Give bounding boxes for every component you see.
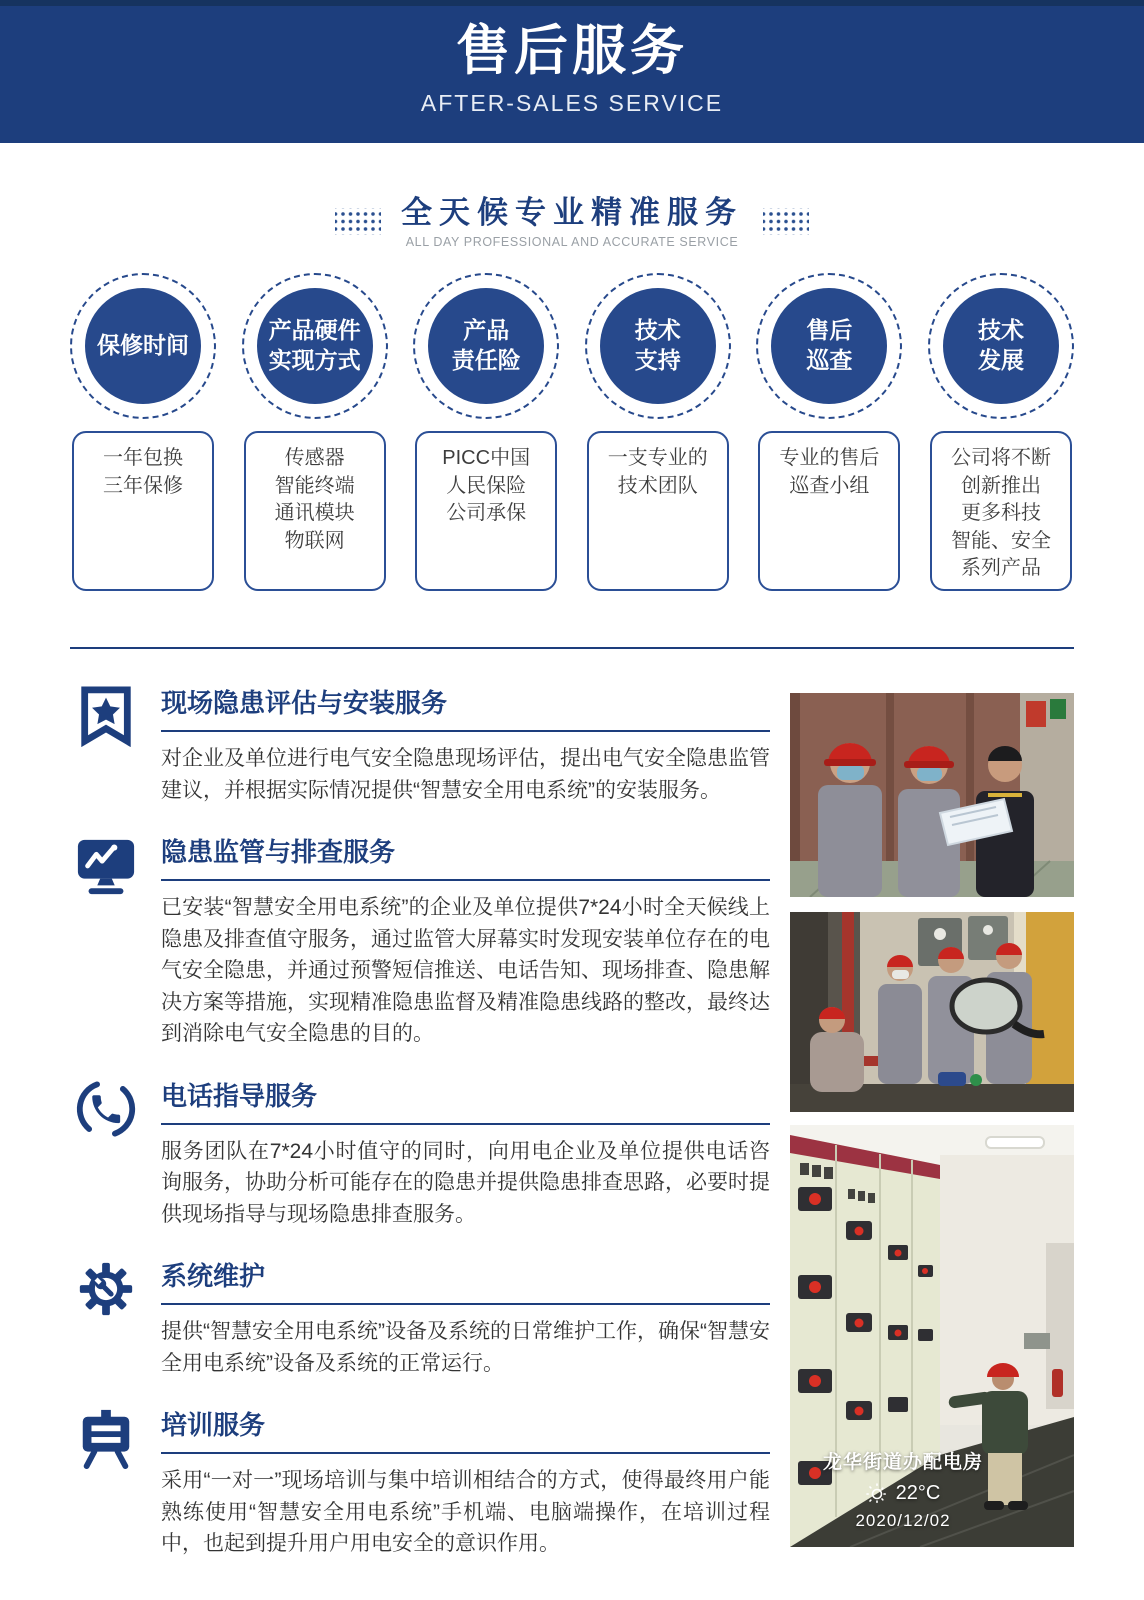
service-title: 隐患监管与排查服务 (161, 832, 770, 881)
service-training (75, 1405, 770, 1560)
dashed-circle (585, 273, 731, 419)
phone-icon (75, 1076, 137, 1231)
intro-title: 全天候专业精准服务 (401, 195, 743, 230)
service-body: 已安装“智慧安全用电系统”的企业及单位提供7*24小时全天候线上隐患及排查值守服务，通过监管大屏幕实时发现安装单位存在的电气安全隐患，并通过预警短信推送、电话告知、现场排查、隐患解决方案等措施，实现精准隐患监督及精准隐患线路的整改，最终达到消除电气安全隐患的目的。 (161, 896, 770, 1045)
feature-row (0, 273, 1144, 591)
page-subtitle: AFTER-SALES SERVICE (420, 90, 724, 116)
field-assessment-photo (790, 693, 1074, 897)
feature-tech-development (924, 273, 1078, 591)
service-body: 对企业及单位进行电气安全隐患现场评估，提出电气安全隐患监管建议，并根据实际情况提供“智慧安全用电系统”的安装服务。 (161, 747, 770, 802)
feature-circle-label: 售后 巡查 (771, 288, 887, 404)
service-monitoring (75, 832, 770, 1050)
distribution-room-photo (790, 1125, 1074, 1547)
service-body: 提供“智慧安全用电系统”设备及系统的日常维护工作，确保“智慧安全用电系统”设备及系统的正常运行。 (161, 1320, 770, 1375)
service-system-maintenance (75, 1256, 770, 1379)
feature-box-text: 一支专业的 技术团队 (587, 431, 729, 591)
service-title: 培训服务 (161, 1405, 770, 1454)
training-board-icon (75, 1405, 137, 1560)
intro-strip (0, 187, 1144, 249)
feature-hardware (238, 273, 392, 591)
photo-column (790, 693, 1074, 1586)
bookmark-star-icon (75, 683, 137, 806)
dot-grid-left-icon (335, 208, 381, 235)
sun-icon (866, 1483, 888, 1505)
feature-circle-label: 保修时间 (85, 288, 201, 404)
service-body: 采用“一对一”现场培训与集中培训相结合的方式，使得最终用户能熟练使用“智慧安全用电系统”手机端、电脑端操作，在培训过程中，也起到提升用户用电安全的意识作用。 (161, 1469, 770, 1555)
dashed-circle (242, 273, 388, 419)
service-content (161, 683, 770, 806)
overlay-date: 2020/12/02 (855, 1511, 951, 1530)
dot-grid-right-icon (763, 208, 809, 235)
overlay-temperature-row (808, 1482, 998, 1505)
gear-wrench-icon (75, 1256, 137, 1379)
feature-box-text: PICC中国 人民保险 公司承保 (415, 431, 557, 591)
feature-box-text: 一年包换 三年保修 (72, 431, 214, 591)
photo-overlay (808, 1447, 998, 1531)
dashed-circle (413, 273, 559, 419)
feature-insurance (409, 273, 563, 591)
service-body: 服务团队在7*24小时值守的同时，向用电企业及单位提供电话咨询服务，协助分析可能存在的隐患并提供隐患排查思路，必要时提供现场指导与现场隐患排查服务。 (161, 1139, 770, 1226)
service-content (161, 1256, 770, 1379)
monitor-chart-icon (75, 832, 137, 1050)
service-list (75, 683, 770, 1586)
dashed-circle (928, 273, 1074, 419)
feature-circle-label: 产品硬件 实现方式 (257, 288, 373, 404)
service-title: 电话指导服务 (161, 1076, 770, 1125)
header-banner (0, 0, 1144, 143)
feature-box-text: 专业的售后 巡查小组 (758, 431, 900, 591)
dashed-circle (70, 273, 216, 419)
feature-warranty (66, 273, 220, 591)
intro-text (401, 187, 743, 249)
service-content (161, 832, 770, 1050)
service-title: 系统维护 (161, 1256, 770, 1305)
feature-circle-label: 技术 发展 (943, 288, 1059, 404)
section-divider (70, 647, 1074, 649)
feature-circle-label: 技术 支持 (600, 288, 716, 404)
service-onsite-assessment (75, 683, 770, 806)
service-title: 现场隐患评估与安装服务 (161, 683, 770, 732)
service-content (161, 1405, 770, 1560)
service-content (161, 1076, 770, 1231)
main-content (75, 683, 1074, 1586)
feature-box-text: 公司将不断 创新推出 更多科技 智能、安全 系列产品 (930, 431, 1072, 591)
feature-circle-label: 产品 责任险 (428, 288, 544, 404)
service-phone-guidance (75, 1076, 770, 1231)
overlay-temperature: 22°C (895, 1482, 941, 1504)
onsite-inspection-photo (790, 912, 1074, 1112)
overlay-location: 龙华街道办配电房 (822, 1452, 983, 1473)
dashed-circle (756, 273, 902, 419)
feature-patrol (752, 273, 906, 591)
feature-box-text: 传感器 智能终端 通讯模块 物联网 (244, 431, 386, 591)
feature-tech-support (581, 273, 735, 591)
page-title: 售后服务 (456, 21, 688, 81)
intro-subtitle: ALL DAY PROFESSIONAL AND ACCURATE SERVICE (405, 235, 739, 249)
